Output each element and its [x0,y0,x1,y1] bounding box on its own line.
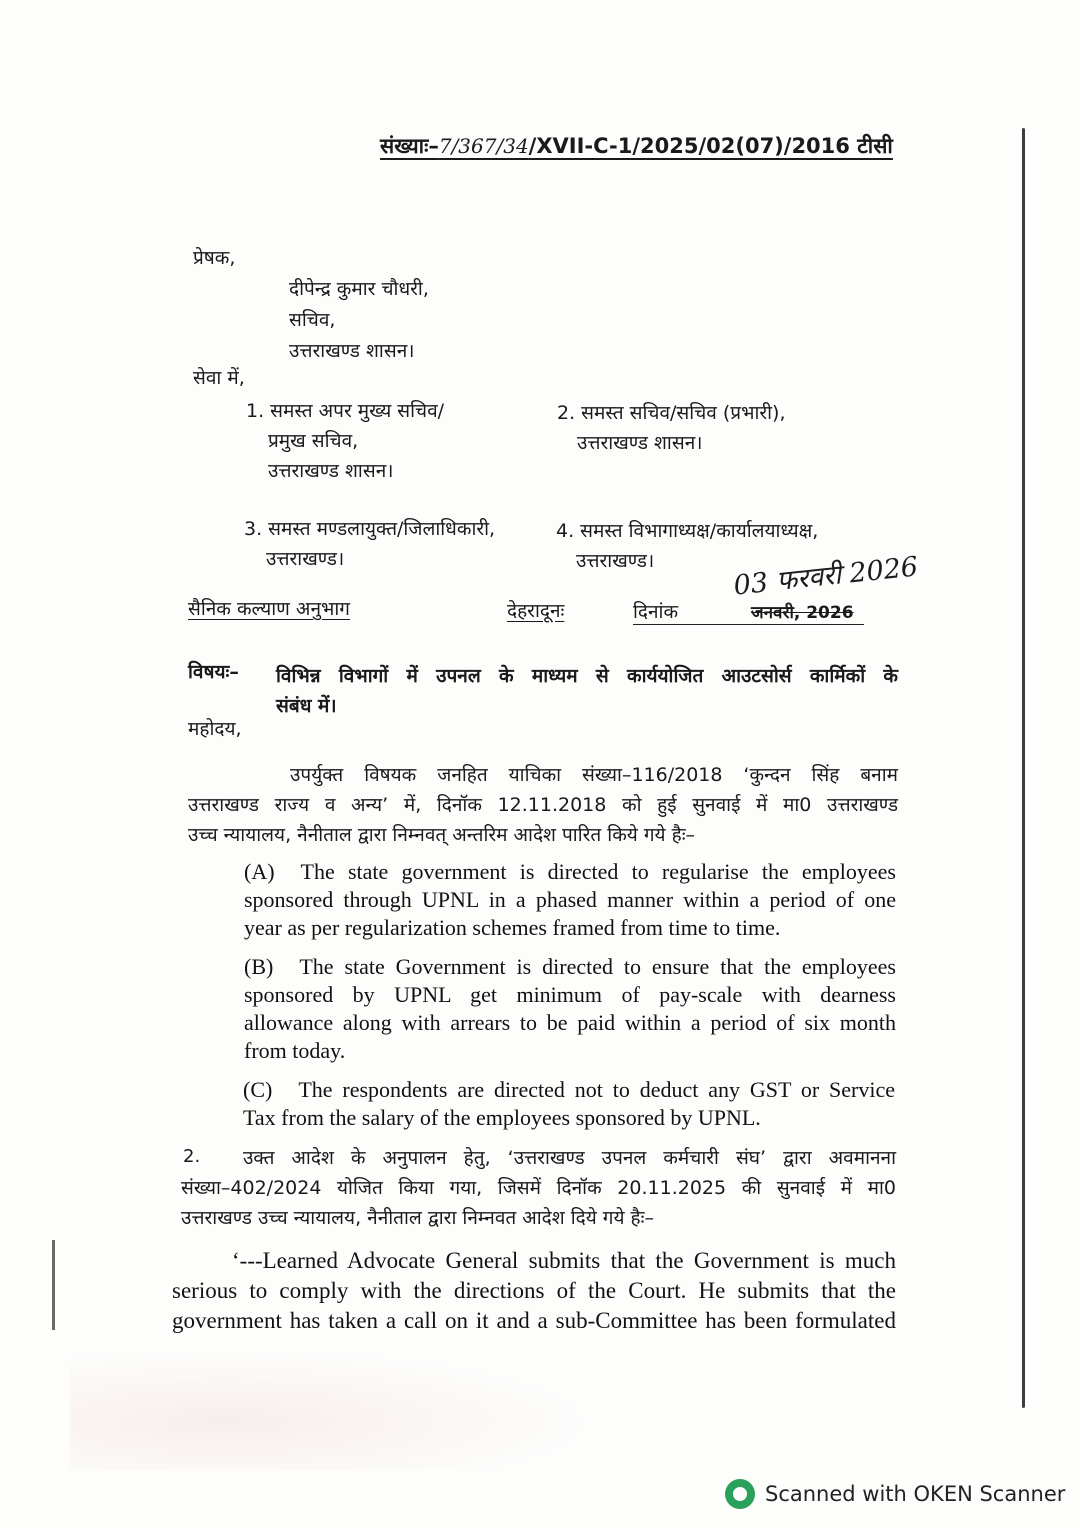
sender-name: दीपेन्द्र कुमार चौधरी, [289,278,429,300]
para-2-number: 2. [183,1146,201,1167]
to-label: सेवा में, [193,367,245,389]
order-a-line: year as per regularization schemes framed from time to time. [244,915,781,940]
para-2-line: संख्या–402/2024 योजित किया गया, जिसमें दिनॉक 20.11.2025 की सुनवाई में मा0 [181,1177,896,1199]
subject-label: विषयः– [188,661,239,683]
sender-designation: सचिव, [289,309,336,331]
oken-scanner-logo-icon [725,1479,755,1509]
recipient-4-line2: उत्तराखण्ड। [576,550,655,572]
subject-line-2: संबंध में। [276,695,337,717]
salutation: महोदय, [188,718,242,740]
para-1-line: उत्तराखण्ड राज्य व अन्य’ में, दिनॉक 12.11.2018 को हुई सुनवाई में मा0 उत्तराखण्ड [188,794,898,816]
scanner-text: Scanned with OKEN Scanner [765,1482,1066,1506]
recipient-3-line1: 3. समस्त मण्डलायुक्त/जिलाधिकारी, [244,518,496,540]
reference-handwritten-number: 7/367/34 [438,134,529,158]
place: देहरादूनः [507,600,565,622]
order-b-line: sponsored by UPNL get minimum of pay-scale with dearness [244,982,896,1007]
recipient-1-line1: 1. समस्त अपर मुख्य सचिव/ [246,400,445,422]
order-b-label: (B) [244,954,274,979]
subject-text [276,661,898,721]
order-b-line: from today. [244,1038,346,1063]
order-c-line: The respondents are directed not to deduct any GST or Service [298,1077,895,1102]
order-a-line: sponsored through UPNL in a phased manner within a period of one [244,887,896,912]
order-c [243,1076,895,1132]
recipient-2-line1: 2. समस्त सचिव/सचिव (प्रभारी), [557,402,786,424]
recipient-1-line2: प्रमुख सचिव, [268,430,359,452]
quote-line: ‘---Learned Advocate General submits that the Government is much [232,1248,896,1273]
date-field [633,601,864,625]
subject-line-1: विभिन्न विभागों में उपनल के माध्यम से कार्ययोजित आउटसोर्स कार्मिकों के [276,665,898,687]
recipient-3-line2: उत्तराखण्ड। [266,548,345,570]
reference-prefix: संख्याः– [380,134,439,158]
scan-smudge [70,1350,590,1470]
reference-suffix: /XVII-C-1/2025/02(07)/2016 टीसी [528,134,893,158]
order-a-label: (A) [244,859,275,884]
sender-office: उत्तराखण्ड शासन। [289,340,415,362]
recipient-4-line1: 4. समस्त विभागाध्यक्ष/कार्यालयाध्यक्ष, [556,520,819,542]
date-label: दिनांक [633,601,679,623]
para-1 [188,760,898,850]
para-2-line: उक्त आदेश के अनुपालन हेतु, ‘उत्तराखण्ड उपनल कर्मचारी संघ’ द्वारा अवमानना [243,1147,896,1169]
para-1-line: उपर्युक्त विषयक जनहित याचिका संख्या–116/2018 ‘कुन्दन सिंह बनाम [290,764,898,786]
quote-line: government has taken a call on it and a sub-Committee has been formulated [172,1308,896,1333]
order-c-label: (C) [243,1077,273,1102]
scanner-watermark [725,1476,1065,1512]
quote-line: serious to comply with the directions of the Court. He submits that the [172,1278,896,1303]
date-struck: जनवरी, 2026 [751,603,854,623]
sender-label: प्रेषक, [193,247,236,269]
order-a-line: The state government is directed to regularise the employees [300,859,896,884]
court-quote [172,1246,896,1336]
para-2-line: उत्तराखण्ड उच्च न्यायालय, नैनीताल द्वारा निम्नवत आदेश दिये गये हैः– [181,1207,654,1229]
order-c-line: Tax from the salary of the employees sponsored by UPNL. [243,1105,761,1130]
scan-edge-right [1022,128,1025,1408]
recipient-1-line3: उत्तराखण्ड शासन। [268,460,394,482]
para-1-line: उच्च न्यायालय, नैनीताल द्वारा निम्नवत् अन्तरिम आदेश पारित किये गये हैः– [188,824,696,846]
order-a [244,858,896,942]
section-name: सैनिक कल्याण अनुभाग [188,598,350,620]
order-b [244,953,896,1065]
recipient-2-line2: उत्तराखण्ड शासन। [577,432,703,454]
reference-number [380,132,893,160]
scan-edge-left [52,1240,55,1330]
order-b-line: The state Government is directed to ensure that the employees [299,954,896,979]
date-handwritten: 03 फरवरी 2026 [732,551,920,602]
order-b-line: allowance along with arrears to be paid within a period of six month [244,1010,896,1035]
para-2 [181,1143,896,1233]
